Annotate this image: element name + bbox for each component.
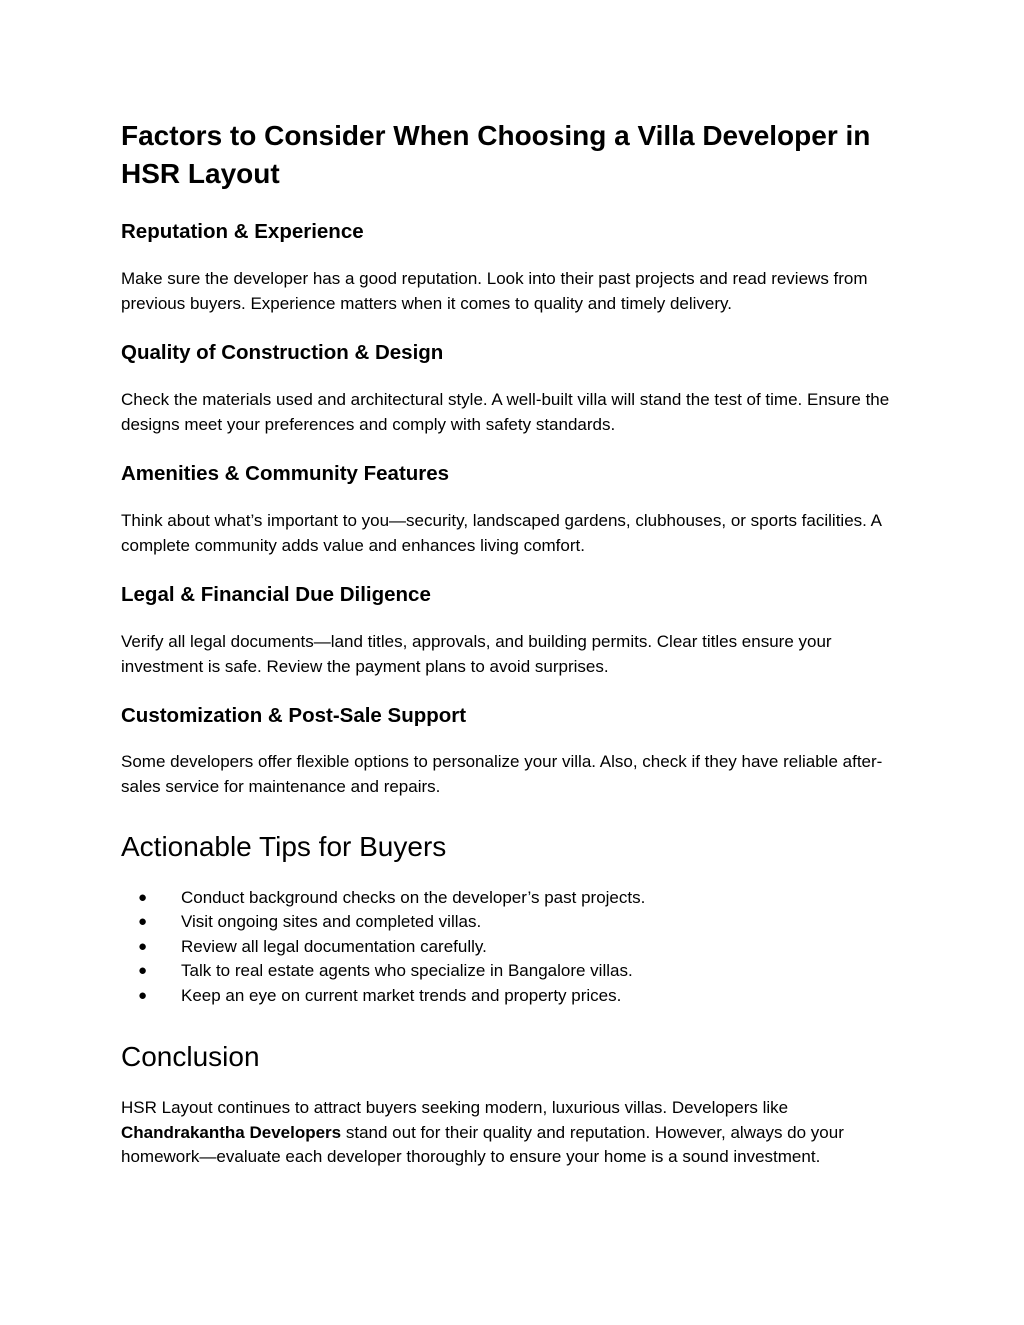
conclusion-text-end: stand out for their quality and reputation. However, always do your homework—evaluate each developer thoroughly to ensure your home is a sound investment. xyxy=(121,1122,844,1166)
factor-text-quality: Check the materials used and architectural style. A well-built villa will stand the test of time. Ensure the designs meet your preferences and comply with safety standards. xyxy=(121,390,890,434)
tip-text: Review all legal documentation carefully. xyxy=(181,936,487,956)
factor-text-reputation: Make sure the developer has a good reputation. Look into their past projects and read reviews from previous buyers. Experience matters when it comes to quality and timely delivery. xyxy=(121,269,868,313)
bullet-icon: ● xyxy=(138,937,148,955)
factor-text-legal: Verify all legal documents—land titles, approvals, and building permits. Clear titles ensure your investment is safe. Review the payment plans to avoid surprises. xyxy=(121,632,832,676)
tips-heading: Actionable Tips for Buyers xyxy=(121,831,447,862)
list-item xyxy=(121,910,911,934)
factor-text-customization: Some developers offer flexible options to personalize your villa. Also, check if they have reliable after-sales service for maintenance and repairs. xyxy=(121,752,883,796)
list-item xyxy=(121,959,911,983)
tip-text: Visit ongoing sites and completed villas. xyxy=(181,912,482,932)
bullet-icon: ● xyxy=(138,913,148,931)
factor-heading-amenities: Amenities & Community Features xyxy=(121,462,450,485)
tip-text: Keep an eye on current market trends and property prices. xyxy=(181,985,622,1005)
bullet-icon: ● xyxy=(138,889,148,906)
tip-text: Conduct background checks on the developer’s past projects. xyxy=(181,888,646,907)
factor-heading-quality: Quality of Construction & Design xyxy=(121,341,444,364)
factor-text-amenities: Think about what’s important to you—security, landscaped gardens, clubhouses, or sports facilities. A complete community adds value and enhances living comfort. xyxy=(121,511,882,555)
conclusion-text xyxy=(121,1096,911,1170)
list-item xyxy=(121,935,911,959)
factor-heading-customization: Customization & Post-Sale Support xyxy=(121,704,467,727)
factor-heading-legal: Legal & Financial Due Diligence xyxy=(121,583,431,606)
conclusion-heading: Conclusion xyxy=(121,1041,260,1072)
list-item xyxy=(121,886,911,910)
bullet-icon: ● xyxy=(138,962,148,980)
factor-heading-reputation: Reputation & Experience xyxy=(121,220,364,243)
developer-name: Chandrakantha Developers xyxy=(121,1122,342,1142)
bullet-icon: ● xyxy=(138,986,148,1004)
list-item xyxy=(121,984,911,1008)
tips-list xyxy=(121,886,911,1008)
tip-text: Talk to real estate agents who specialize in Bangalore villas. xyxy=(181,961,633,981)
document-title: Factors to Consider When Choosing a Villa Developer in HSR Layout xyxy=(121,120,871,189)
conclusion-text-start: HSR Layout continues to attract buyers seeking modern, luxurious villas. Developers like xyxy=(121,1098,789,1117)
